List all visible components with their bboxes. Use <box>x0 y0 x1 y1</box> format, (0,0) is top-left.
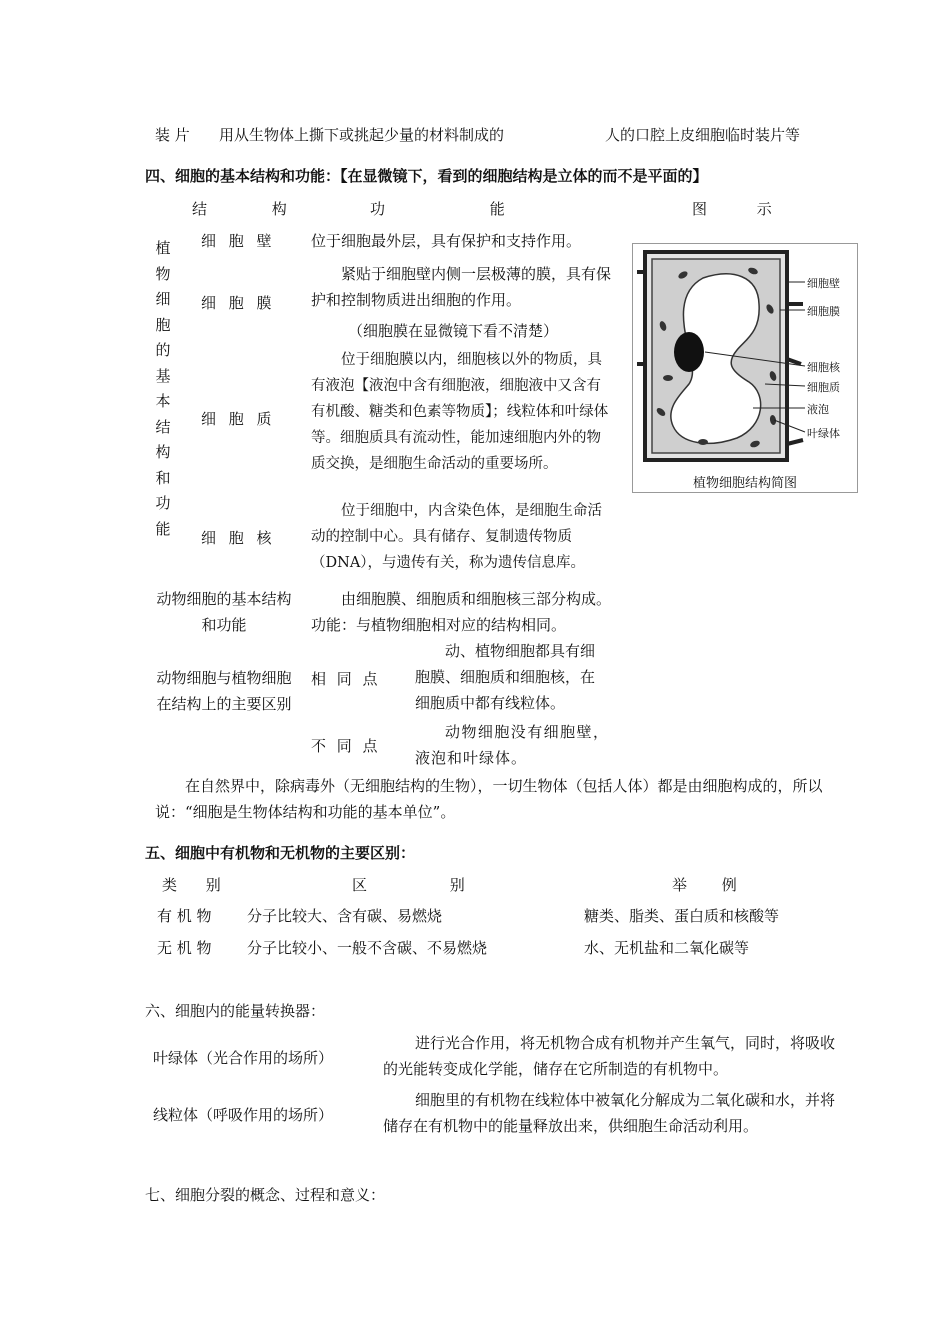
section-7-title: 七、细胞分裂的概念、过程和意义： <box>145 1186 386 1204</box>
chloroplast-function: 进行光合作用，将无机物合成有机物并产生氧气，同时，将吸收的光能转变成化学能，储存在它所制造的有机物中。 <box>383 1034 836 1078</box>
animal-cell-function: 由细胞膜、细胞质和细胞核三部分构成。功能：与植物细胞相对应的结构相同。 <box>311 590 612 634</box>
section-5-title: 五、细胞中有机物和无机物的主要区别： <box>145 844 416 862</box>
organic-example: 糖类、脂类、蛋白质和核酸等 <box>584 907 780 925</box>
header-figure: 图 示 <box>692 200 772 218</box>
organic-type: 有 机 物 <box>157 907 212 925</box>
same-points-label: 相 同 点 <box>311 670 378 688</box>
section-6-title: 六、细胞内的能量转换器： <box>145 1002 326 1020</box>
nucleus-name: 细 胞 核 <box>201 529 272 547</box>
cell-membrane-note: （细胞膜在显微镜下看不清楚） <box>348 322 559 340</box>
chloroplast-name: 叶绿体（光合作用的场所） <box>153 1049 334 1067</box>
cytoplasm-function: 位于细胞膜以内，细胞核以外的物质，具有液泡【液泡中含有细胞液，细胞液中又含有有机酸、糖类和色素等物质】；线粒体和叶绿体等。细胞质具有流动性，能加速细胞内外的物质交换，是细胞生命活动的重要场所。 <box>311 352 609 472</box>
sec5-header-type: 类 别 <box>162 876 221 894</box>
same-points-text: 动、植物细胞都具有细胞膜、细胞质和细胞核，在细胞质中都有线粒体。 <box>415 642 596 712</box>
figure-label-vacuole: 液泡 <box>807 403 829 416</box>
organic-diff: 分子比较大、含有碳、易燃烧 <box>247 907 443 925</box>
header-structure: 结 构 <box>192 200 287 218</box>
sec5-header-diff: 区 别 <box>352 876 465 894</box>
figure-label-cytoplasm: 细胞质 <box>807 381 840 394</box>
cell-wall-name: 细 胞 壁 <box>201 232 272 250</box>
cytoplasm-name: 细 胞 质 <box>201 410 272 428</box>
figure-label-nucleus: 细胞核 <box>807 361 840 374</box>
cell-membrane-name: 细 胞 膜 <box>201 294 272 312</box>
cell-membrane-function: 紧贴于细胞壁内侧一层极薄的膜，具有保护和控制物质进出细胞的作用。 <box>311 265 612 309</box>
header-function: 功 能 <box>370 200 505 218</box>
diff-points-label: 不 同 点 <box>311 737 378 755</box>
slide-example: 人的口腔上皮细胞临时装片等 <box>605 126 801 144</box>
nucleus-function: 位于细胞中，内含染色体，是细胞生命活动的控制中心。具有储存、复制遗传物质（DNA），与遗传有关，称为遗传信息库。 <box>311 503 602 571</box>
figure-caption: 植物细胞结构简图 <box>692 476 797 491</box>
inorganic-type: 无 机 物 <box>157 939 212 957</box>
slide-type: 装 片 <box>155 126 190 144</box>
comparison-label: 动物细胞与植物细胞在结构上的主要区别 <box>156 669 292 713</box>
cell-conclusion: 在自然界中，除病毒外（无细胞结构的生物），一切生物体（包括人体）都是由细胞构成的，所以说：“细胞是生物体结构和功能的基本单位”。 <box>155 777 823 821</box>
inorganic-example: 水、无机盐和二氧化碳等 <box>584 939 750 957</box>
mitochondria-function: 细胞里的有机物在线粒体中被氧化分解成为二氧化碳和水，并将储存在有机物中的能量释放出来，供细胞生命活动利用。 <box>383 1091 836 1135</box>
plant-cell-label: 植物细胞的基本结构和功能 <box>155 239 171 538</box>
figure-label-cell-wall: 细胞壁 <box>807 277 840 290</box>
sec5-header-example: 举 例 <box>672 876 737 894</box>
animal-cell-label: 动物细胞的基本结构和功能 <box>156 590 292 634</box>
slide-description: 用从生物体上撕下或挑起少量的材料制成的 <box>219 126 505 144</box>
plant-cell-figure <box>632 243 858 493</box>
inorganic-diff: 分子比较小、一般不含碳、不易燃烧 <box>247 939 488 957</box>
diff-points-text: 动物细胞没有细胞壁，液泡和叶绿体。 <box>415 723 609 767</box>
figure-label-chloroplast: 叶绿体 <box>807 427 840 440</box>
figure-label-cell-membrane: 细胞膜 <box>807 305 840 318</box>
mitochondria-name: 线粒体（呼吸作用的场所） <box>153 1106 334 1124</box>
cell-wall-function: 位于细胞最外层，具有保护和支持作用。 <box>311 232 582 250</box>
section-4-title: 四、细胞的基本结构和功能：【在显微镜下，看到的细胞结构是立体的而不是平面的】 <box>145 167 708 185</box>
